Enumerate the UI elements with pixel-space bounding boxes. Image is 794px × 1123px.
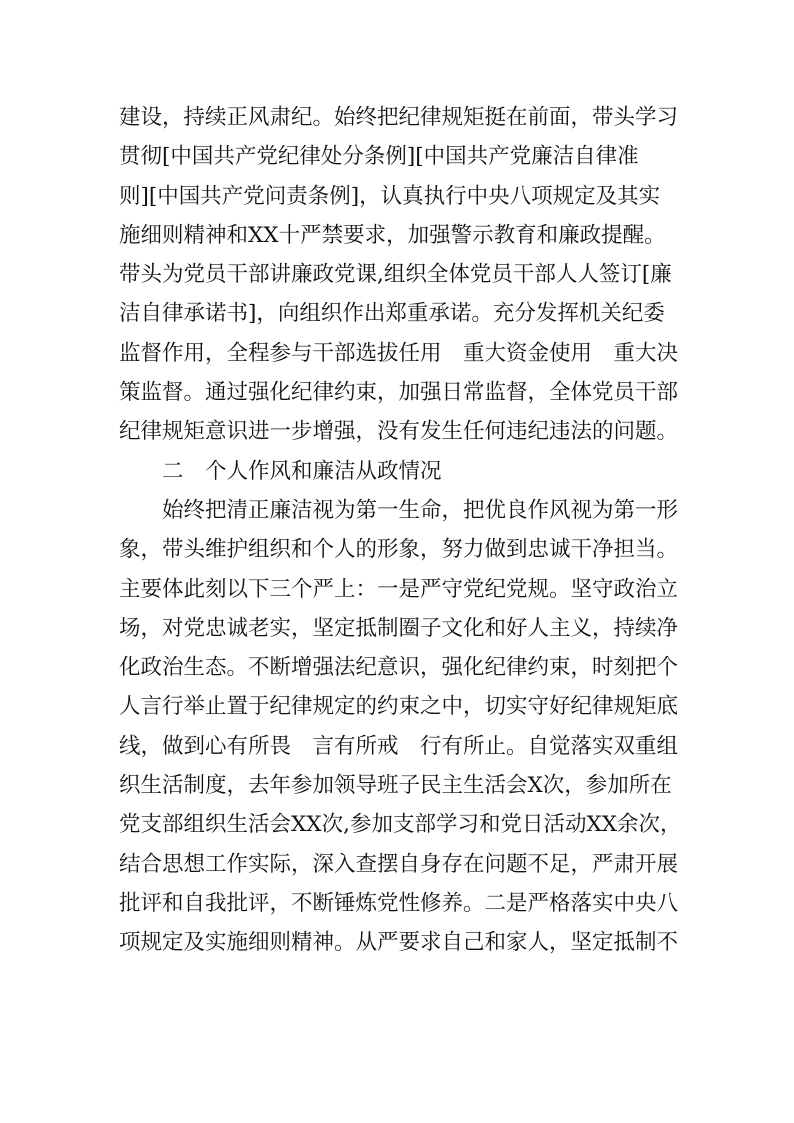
text-line: 化政治生态。不断增强法纪意识，强化纪律约束，时刻把个	[119, 655, 679, 681]
section-heading: 二 个人作风和廉洁从政情况	[119, 458, 442, 484]
text-line: 项规定及实施细则精神。从严要求自己和家人，坚定抵制不	[119, 930, 679, 956]
text-line: 象，带头维护组织和个人的形象，努力做到忠诚干净担当。	[119, 537, 679, 563]
text-line: 洁自律承诺书]，向组织作出郑重承诺。充分发挥机关纪委	[119, 301, 665, 327]
text-line: 监督作用，全程参与干部选拔任用 重大资金使用 重大决	[119, 340, 679, 366]
text-line: 织生活制度，去年参加领导班子民主生活会X次，参加所在	[119, 773, 672, 799]
text-line: 场，对党忠诚老实，坚定抵制圈子文化和好人主义，持续净	[119, 615, 679, 641]
text-line: 结合思想工作实际，深入查摆自身存在问题不足，严肃开展	[119, 851, 679, 877]
text-line: 始终把清正廉洁视为第一生命，把优良作风视为第一形	[119, 497, 679, 523]
text-line: 纪律规矩意识进一步增强，没有发生任何违纪违法的问题。	[119, 419, 679, 445]
text-line: 贯彻[中国共产党纪律处分条例][中国共产党廉洁自律准	[119, 144, 639, 170]
text-line: 施细则精神和XX十严禁要求，加强警示教育和廉政提醒。	[119, 222, 666, 248]
text-line: 带头为党员干部讲廉政党课,组织全体党员干部人人签订[廉	[119, 262, 672, 288]
text-line: 批评和自我批评，不断锤炼党性修养。二是严格落实中央八	[119, 890, 679, 916]
text-line: 线，做到心有所畏 言有所戒 行有所止。自觉落实双重组	[119, 733, 679, 759]
text-line: 人言行举止置于纪律规定的约束之中，切实守好纪律规矩底	[119, 694, 679, 720]
text-line: 党支部组织生活会XX次,参加支部学习和党日活动XX余次，	[119, 812, 682, 838]
text-line: 策监督。通过强化纪律约束，加强日常监督，全体党员干部	[119, 380, 679, 406]
text-line: 则][中国共产党问责条例]，认真执行中央八项规定及其实	[119, 183, 661, 209]
text-line: 建设，持续正风肃纪。始终把纪律规矩挺在前面，带头学习	[119, 105, 679, 130]
text-line: 主要体此刻以下三个严上：一是严守党纪党规。坚守政治立	[119, 576, 679, 602]
body-text	[119, 98, 689, 963]
